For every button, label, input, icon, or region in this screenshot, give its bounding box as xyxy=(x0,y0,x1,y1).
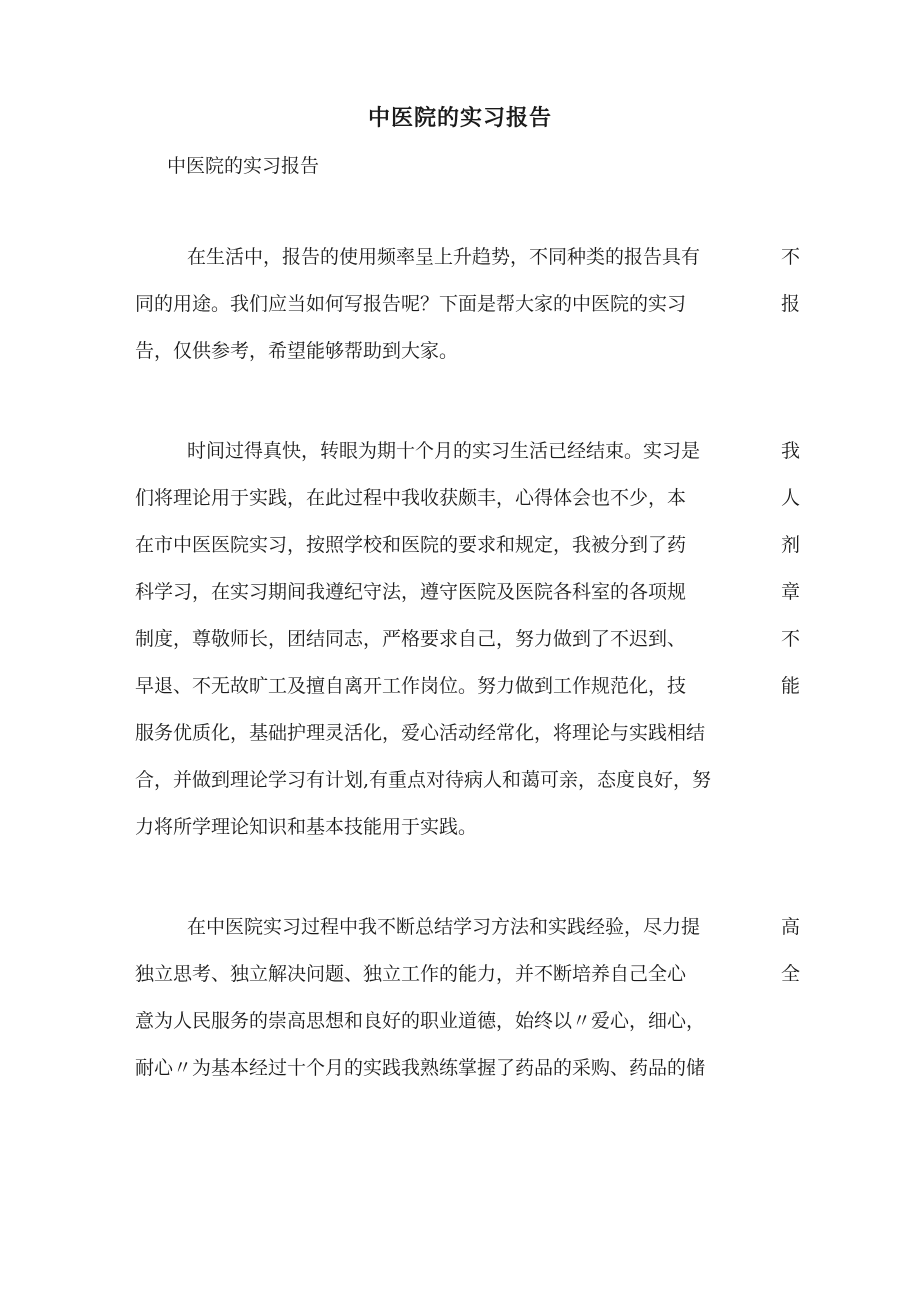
line-text: 时间过得真快，转眼为期十个月的实习生活已经结束。实习是 xyxy=(187,440,701,462)
line-text: 耐心〃为基本经过十个月的实践我熟练掌握了药品的采购、药品的储 xyxy=(135,1057,706,1079)
line-end-char: 高 xyxy=(780,916,800,938)
paragraph-intro xyxy=(135,234,800,375)
text-line xyxy=(135,804,800,851)
line-text: 科学习，在实习期间我遵纪守法，遵守医院及医院各科室的各项规 xyxy=(135,581,687,603)
document-subtitle: 中医院的实习报告 xyxy=(167,155,320,177)
line-end-char: 我 xyxy=(780,440,800,462)
line-text: 在生活中，报告的使用频率呈上升趋势，不同种类的报告具有 xyxy=(187,246,701,268)
line-end-char: 章 xyxy=(780,581,800,603)
line-end-char: 人 xyxy=(780,487,800,509)
text-line xyxy=(135,428,800,475)
paragraph-internship xyxy=(135,428,800,851)
line-end-char: 能 xyxy=(780,675,800,697)
text-line xyxy=(135,951,800,998)
line-text: 制度，尊敬师长，团结同志，严格要求自己，努力做到了不迟到、 xyxy=(135,628,687,650)
text-line xyxy=(135,569,800,616)
line-text: 意为人民服务的崇高思想和良好的职业道德，始终以〃爱心，细心， xyxy=(135,1010,706,1032)
text-line xyxy=(135,998,800,1045)
line-end-char: 全 xyxy=(780,963,800,985)
text-line xyxy=(135,757,800,804)
line-text: 服务优质化，基础护理灵活化，爱心活动经常化，将理论与实践相结 xyxy=(135,722,706,744)
text-line xyxy=(135,475,800,522)
line-text: 在中医院实习过程中我不断总结学习方法和实践经验，尽力提 xyxy=(187,916,701,938)
page-title: 中医院的实习报告 xyxy=(367,105,552,131)
line-text: 同的用途。我们应当如何写报告呢？下面是帮大家的中医院的实习 xyxy=(135,293,687,315)
text-line xyxy=(135,616,800,663)
line-text: 告，仅供参考，希望能够帮助到大家。 xyxy=(135,340,459,362)
text-line xyxy=(135,710,800,757)
line-end-char: 不 xyxy=(780,628,800,650)
line-text: 独立思考、独立解决问题、独立工作的能力，并不断培养自己全心 xyxy=(135,963,687,985)
line-text: 们将理论用于实践，在此过程中我收获颇丰，心得体会也不少，本 xyxy=(135,487,687,509)
text-line xyxy=(135,1045,800,1092)
line-text: 合，并做到理论学习有计划,有重点对待病人和蔼可亲，态度良好，努 xyxy=(135,769,712,791)
text-line xyxy=(135,522,800,569)
line-text: 在市中医医院实习，按照学校和医院的要求和规定，我被分到了药 xyxy=(135,534,687,556)
text-line xyxy=(135,663,800,710)
line-end-char: 不 xyxy=(780,246,800,268)
line-end-char: 报 xyxy=(780,293,800,315)
text-line xyxy=(135,234,800,281)
text-line xyxy=(135,904,800,951)
line-text: 力将所学理论知识和基本技能用于实践。 xyxy=(135,816,478,838)
line-text: 早退、不无故旷工及擅自离开工作岗位。努力做到工作规范化，技 xyxy=(135,675,687,697)
line-end-char: 剂 xyxy=(780,534,800,556)
paragraph-learning xyxy=(135,904,800,1092)
text-line xyxy=(135,281,800,328)
text-line xyxy=(135,328,800,375)
